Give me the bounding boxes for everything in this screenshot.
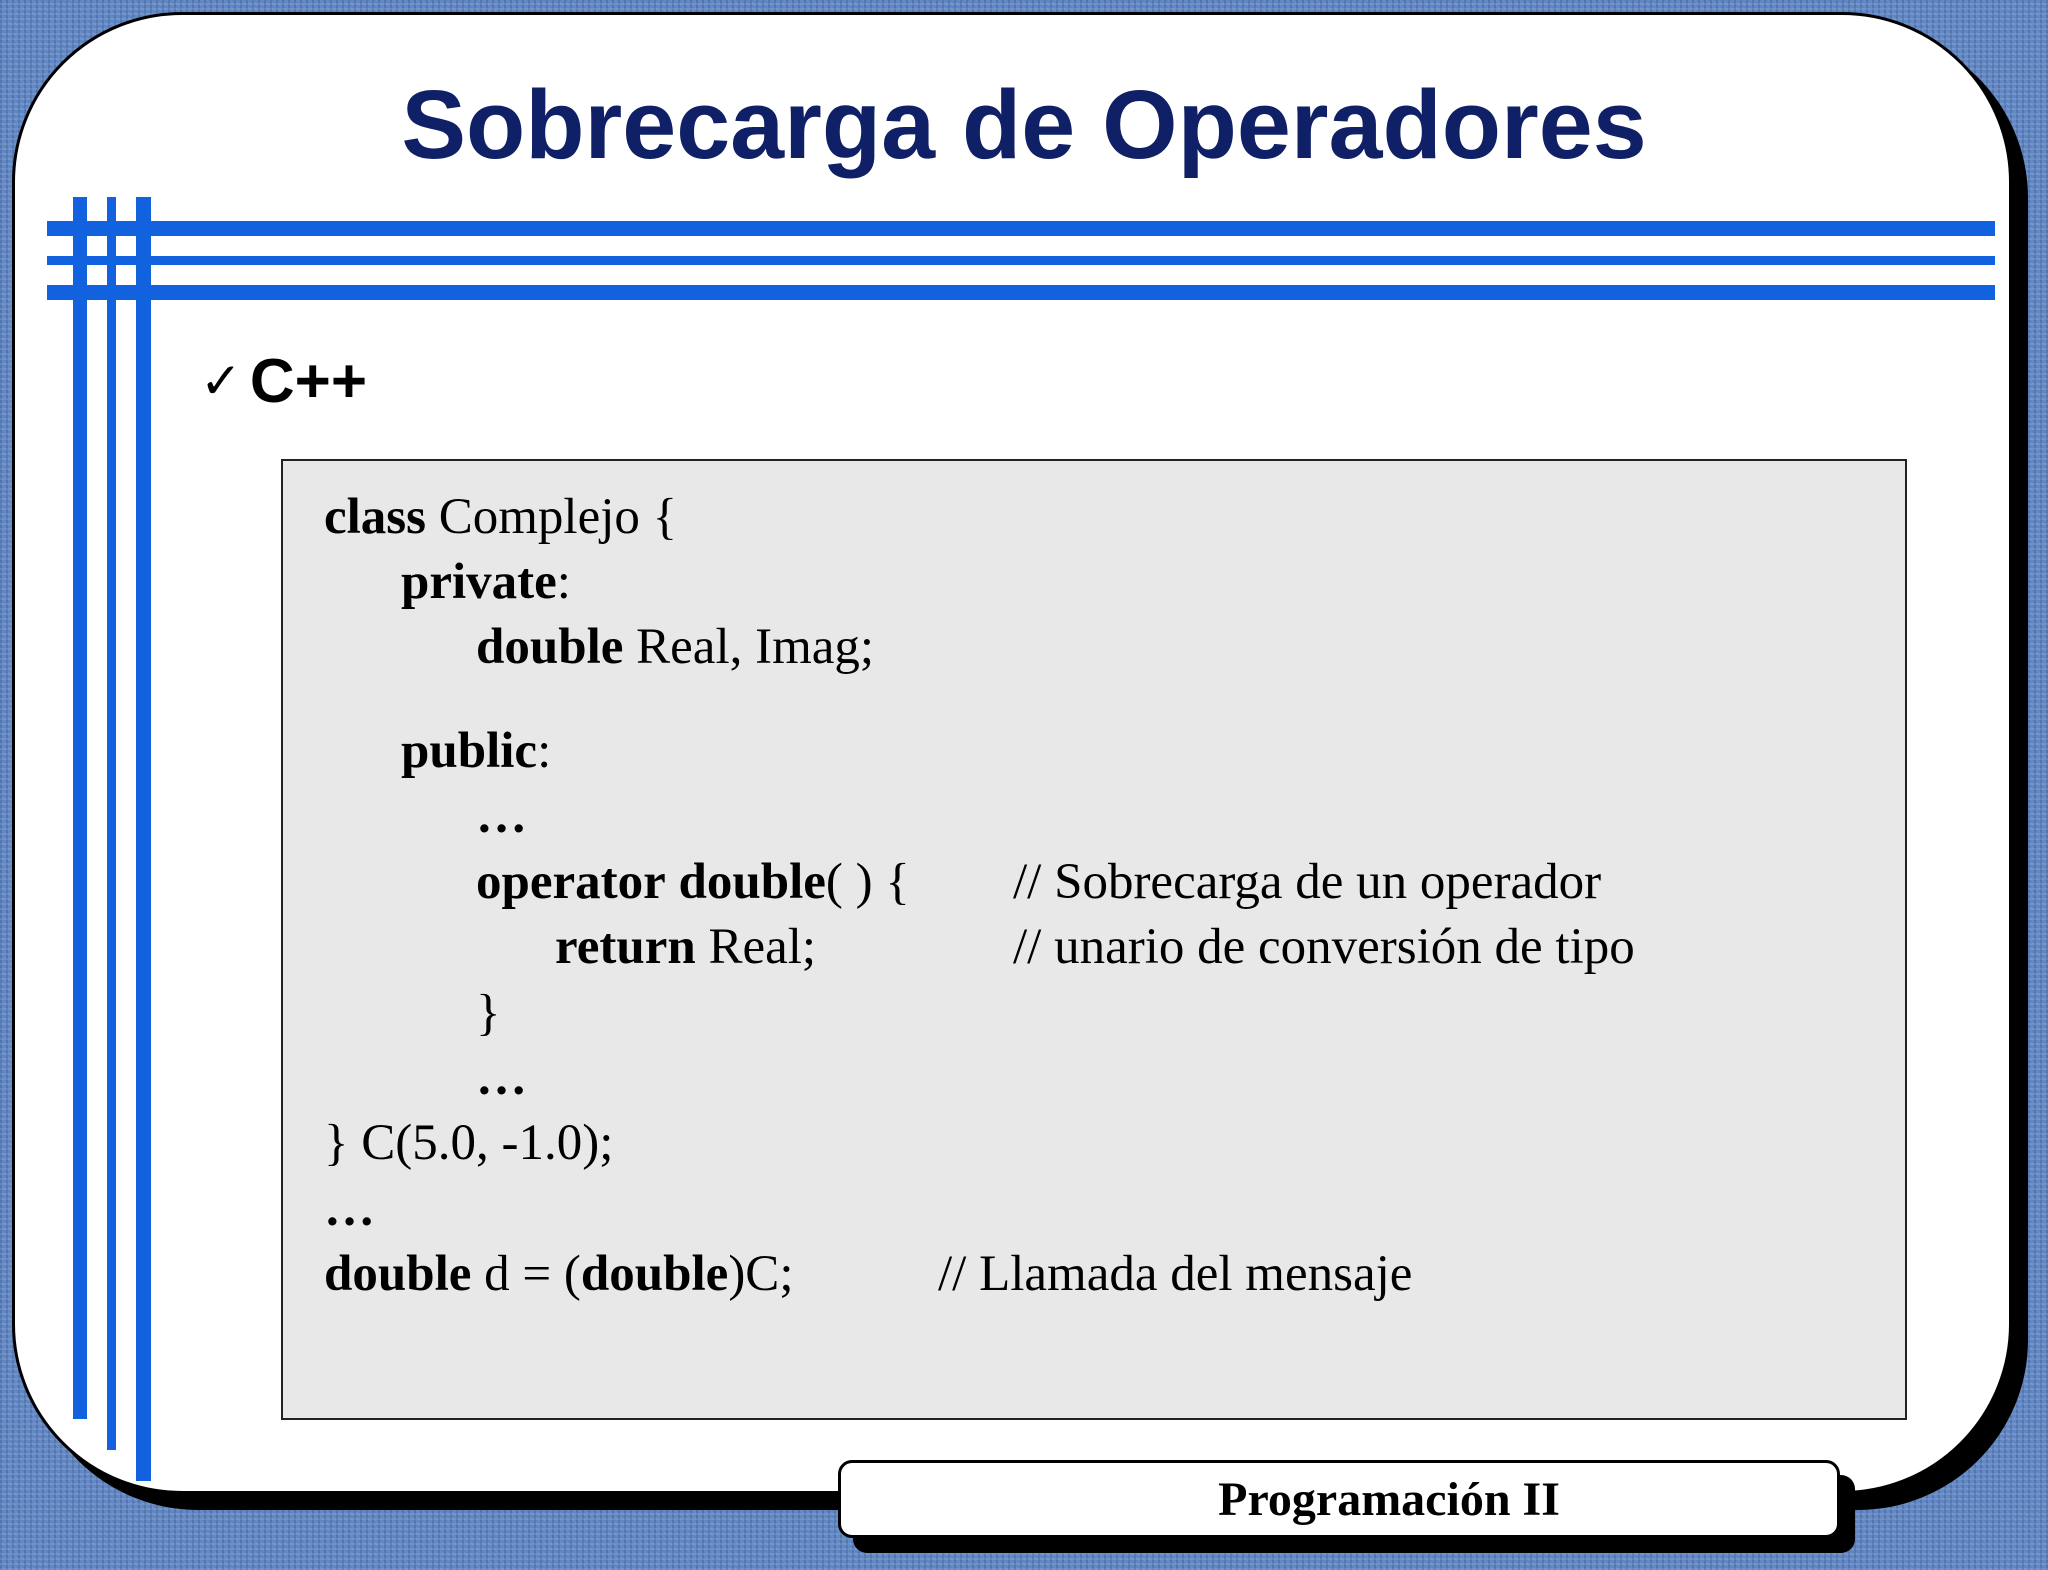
code-line-close-brace: } [476, 985, 501, 1041]
code-comment-1: // Sobrecarga de un operador [1013, 854, 1602, 910]
code-line-fields [476, 617, 874, 677]
checkmark-icon: ✓ [200, 352, 242, 410]
footer-box [838, 1460, 1840, 1538]
code-text: Real; [695, 919, 817, 975]
header-bar-top [47, 221, 1995, 236]
header-bar-middle [47, 256, 1995, 265]
code-line-private [401, 552, 571, 612]
keyword: public [401, 723, 538, 779]
keyword: return [555, 919, 696, 975]
keyword: double [580, 1246, 729, 1302]
code-line-ellipsis-1 [476, 786, 527, 846]
code-text: ( ) { [825, 854, 910, 910]
code-text: : [556, 554, 571, 610]
code-text: d = ( [471, 1246, 581, 1302]
code-line-public [401, 721, 551, 781]
side-bar-left [73, 197, 87, 1419]
code-text: : [537, 723, 552, 779]
footer-label: Programación II [1218, 1472, 1560, 1526]
code-line-return [555, 917, 816, 977]
code-comment-3: // Llamada del mensaje [938, 1246, 1413, 1302]
keyword: operator [476, 854, 666, 910]
bullet-label: C++ [249, 346, 368, 416]
code-line-ellipsis-2 [476, 1048, 527, 1108]
code-line-ellipsis-3 [324, 1179, 375, 1239]
code-line-class [324, 487, 677, 547]
ellipsis: … [476, 788, 527, 844]
side-bar-right [136, 197, 151, 1481]
keyword: class [324, 489, 426, 545]
code-text: Real, Imag; [623, 619, 875, 675]
bullet-item [200, 346, 367, 416]
ellipsis: … [324, 1181, 375, 1237]
keyword: double [678, 854, 826, 910]
keyword: double [324, 1246, 472, 1302]
keyword: double [476, 619, 624, 675]
code-text: )C; [728, 1246, 794, 1302]
ellipsis: … [476, 1050, 527, 1106]
code-text: Complejo { [426, 489, 678, 545]
slide-title: Sobrecarga de Operadores [401, 70, 1647, 179]
keyword: private [401, 554, 557, 610]
header-bar-bottom [47, 285, 1995, 300]
code-line-cast [324, 1244, 793, 1304]
code-comment-2: // unario de conversión de tipo [1013, 919, 1635, 975]
side-bar-middle [107, 197, 116, 1450]
code-line-instance: } C(5.0, -1.0); [324, 1115, 614, 1171]
code-line-operator [476, 852, 910, 912]
